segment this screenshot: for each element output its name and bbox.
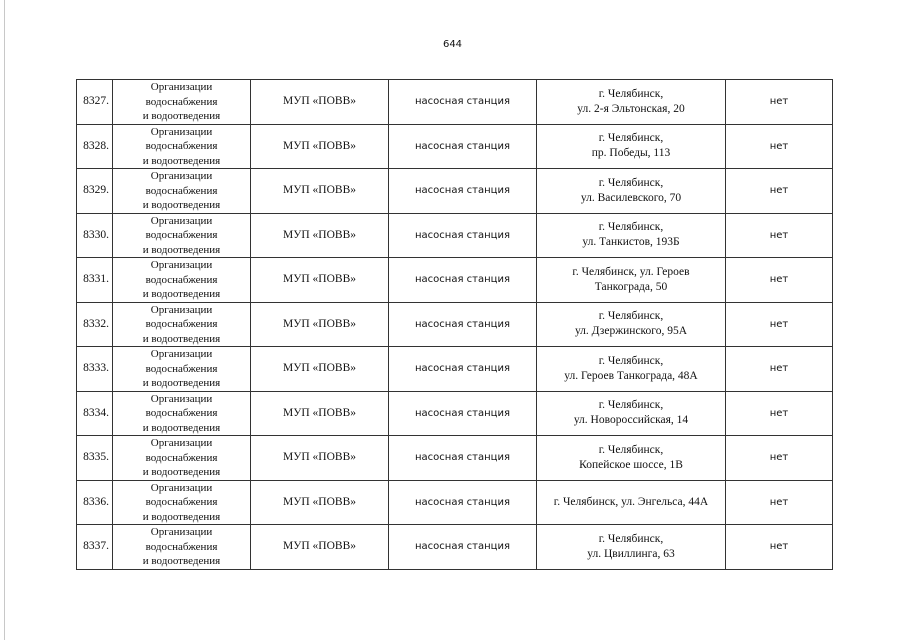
row-number-cell: 8337. — [77, 525, 113, 570]
organization-type-cell-line: и водоотведения — [142, 110, 221, 122]
organization-type-cell-line: и водоотведения — [142, 510, 221, 523]
status-cell: нет — [726, 525, 833, 570]
organization-type-cell-line: Организации — [150, 437, 213, 449]
address-cell-line: г. Челябинск, ул. Героев — [572, 265, 690, 278]
organization-type-cell-line: Организации — [150, 214, 213, 227]
organization-type-cell — [113, 525, 251, 570]
table-row — [77, 80, 833, 125]
table-row — [77, 480, 833, 525]
address-cell — [537, 213, 726, 258]
company-cell: МУП «ПОВВ» — [251, 391, 389, 436]
company-cell: МУП «ПОВВ» — [251, 258, 389, 303]
address-cell — [537, 124, 726, 169]
organization-type-cell-line: и водоотведения — [142, 288, 221, 300]
organization-type-cell-line: и водоотведения — [142, 154, 221, 167]
object-type-cell: насосная станция — [389, 525, 537, 570]
address-cell-line: г. Челябинск, — [598, 399, 664, 412]
status-cell: нет — [726, 169, 833, 214]
scan-edge-line — [4, 0, 5, 640]
row-number-cell: 8329. — [77, 169, 113, 214]
organization-type-cell-line: водоснабжения — [145, 184, 218, 197]
organization-type-cell-line: и водоотведения — [142, 377, 221, 389]
object-type-cell: насосная станция — [389, 347, 537, 392]
row-number-cell: 8331. — [77, 258, 113, 303]
address-cell — [537, 302, 726, 347]
object-type-cell: насосная станция — [389, 391, 537, 436]
object-type-cell: насосная станция — [389, 480, 537, 525]
organization-type-cell-line: Организации — [150, 259, 213, 271]
address-cell-line: г. Челябинск, — [598, 87, 664, 100]
company-cell: МУП «ПОВВ» — [251, 480, 389, 525]
organization-type-cell-line: и водоотведения — [142, 555, 221, 567]
organization-type-cell — [113, 169, 251, 214]
address-cell-line: Танкограда, 50 — [594, 280, 668, 293]
organization-type-cell — [113, 347, 251, 392]
page-number: 644 — [442, 39, 463, 50]
table-row — [77, 169, 833, 214]
organization-type-cell-line: водоснабжения — [145, 362, 218, 375]
organization-type-cell-line: водоснабжения — [145, 95, 218, 108]
status-cell: нет — [726, 347, 833, 392]
table-row — [77, 258, 833, 303]
address-cell-line: г. Челябинск, — [598, 132, 664, 145]
table-row — [77, 213, 833, 258]
company-cell: МУП «ПОВВ» — [251, 213, 389, 258]
company-cell: МУП «ПОВВ» — [251, 124, 389, 169]
table-row — [77, 347, 833, 392]
company-cell: МУП «ПОВВ» — [251, 525, 389, 570]
row-number-cell: 8330. — [77, 213, 113, 258]
address-cell — [537, 525, 726, 570]
address-cell-line: ул. Василевского, 70 — [580, 191, 682, 204]
status-cell: нет — [726, 391, 833, 436]
address-cell — [537, 80, 726, 125]
company-cell: МУП «ПОВВ» — [251, 80, 389, 125]
organization-type-cell — [113, 302, 251, 347]
address-cell-line: г. Челябинск, — [598, 310, 664, 323]
table-row — [77, 525, 833, 570]
organization-type-cell-line: водоснабжения — [145, 407, 218, 419]
table-row — [77, 436, 833, 481]
organization-type-cell-line: Организации — [150, 170, 213, 182]
company-cell: МУП «ПОВВ» — [251, 436, 389, 481]
organization-type-cell — [113, 258, 251, 303]
status-cell: нет — [726, 436, 833, 481]
address-cell-line: пр. Победы, 113 — [591, 147, 671, 160]
table-row — [77, 124, 833, 169]
organization-type-cell-line: Организации — [150, 392, 213, 405]
organization-type-cell — [113, 124, 251, 169]
organization-type-cell-line: и водоотведения — [142, 199, 221, 211]
table-row — [77, 302, 833, 347]
organization-type-cell — [113, 213, 251, 258]
address-cell-line: г. Челябинск, — [598, 221, 664, 234]
address-cell — [537, 169, 726, 214]
object-type-cell: насосная станция — [389, 302, 537, 347]
status-cell: нет — [726, 124, 833, 169]
organization-type-cell-line: Организации — [150, 348, 213, 360]
address-cell — [537, 347, 726, 392]
organization-type-cell — [113, 436, 251, 481]
organization-type-cell-line: водоснабжения — [145, 496, 218, 508]
organization-type-cell-line: Организации — [150, 125, 213, 138]
address-cell-line: ул. Цвиллинга, 63 — [587, 547, 675, 560]
address-cell — [537, 480, 726, 525]
address-cell-line: г. Челябинск, — [598, 354, 664, 367]
object-type-cell: насосная станция — [389, 436, 537, 481]
status-cell: нет — [726, 258, 833, 303]
organization-type-cell-line: водоснабжения — [145, 451, 218, 464]
organization-type-cell-line: и водоотведения — [142, 421, 221, 434]
object-type-cell: насосная станция — [389, 124, 537, 169]
address-cell-line: Копейское шоссе, 1В — [579, 458, 683, 471]
address-cell — [537, 258, 726, 303]
company-cell: МУП «ПОВВ» — [251, 169, 389, 214]
address-cell-line: г. Челябинск, ул. Энгельса, 44А — [553, 495, 709, 508]
company-cell: МУП «ПОВВ» — [251, 347, 389, 392]
status-cell: нет — [726, 480, 833, 525]
organization-type-cell-line: и водоотведения — [142, 243, 221, 256]
row-number-cell: 8332. — [77, 302, 113, 347]
registry-table-body — [77, 80, 833, 570]
row-number-cell: 8333. — [77, 347, 113, 392]
address-cell-line: ул. Танкистов, 193Б — [582, 236, 680, 249]
organization-type-cell-line: Организации — [150, 526, 213, 538]
organization-type-cell-line: водоснабжения — [145, 273, 218, 286]
object-type-cell: насосная станция — [389, 80, 537, 125]
row-number-cell: 8335. — [77, 436, 113, 481]
row-number-cell: 8327. — [77, 80, 113, 125]
organization-type-cell-line: Организации — [150, 81, 213, 93]
company-cell: МУП «ПОВВ» — [251, 302, 389, 347]
address-cell-line: г. Челябинск, — [598, 176, 664, 189]
organization-type-cell — [113, 391, 251, 436]
address-cell-line: г. Челябинск, — [598, 532, 664, 545]
address-cell-line: ул. 2-я Эльтонская, 20 — [577, 102, 685, 115]
organization-type-cell-line: водоснабжения — [145, 229, 218, 241]
object-type-cell: насосная станция — [389, 258, 537, 303]
row-number-cell: 8334. — [77, 391, 113, 436]
organization-type-cell-line: и водоотведения — [142, 332, 221, 345]
table-row — [77, 391, 833, 436]
object-type-cell: насосная станция — [389, 169, 537, 214]
organization-type-cell-line: водоснабжения — [145, 140, 218, 152]
status-cell: нет — [726, 80, 833, 125]
organization-type-cell — [113, 480, 251, 525]
address-cell-line: ул. Героев Танкограда, 48А — [564, 369, 698, 382]
address-cell-line: ул. Дзержинского, 95А — [574, 325, 688, 338]
address-cell-line: ул. Новороссийская, 14 — [573, 414, 689, 427]
registry-table — [76, 79, 833, 570]
organization-type-cell-line: Организации — [150, 303, 213, 316]
row-number-cell: 8336. — [77, 480, 113, 525]
address-cell — [537, 436, 726, 481]
object-type-cell: насосная станция — [389, 213, 537, 258]
organization-type-cell-line: Организации — [150, 481, 213, 494]
status-cell: нет — [726, 302, 833, 347]
status-cell: нет — [726, 213, 833, 258]
organization-type-cell-line: водоснабжения — [145, 540, 218, 553]
address-cell — [537, 391, 726, 436]
organization-type-cell-line: водоснабжения — [145, 318, 218, 330]
organization-type-cell-line: и водоотведения — [142, 466, 221, 478]
row-number-cell: 8328. — [77, 124, 113, 169]
address-cell-line: г. Челябинск, — [598, 443, 664, 456]
organization-type-cell — [113, 80, 251, 125]
